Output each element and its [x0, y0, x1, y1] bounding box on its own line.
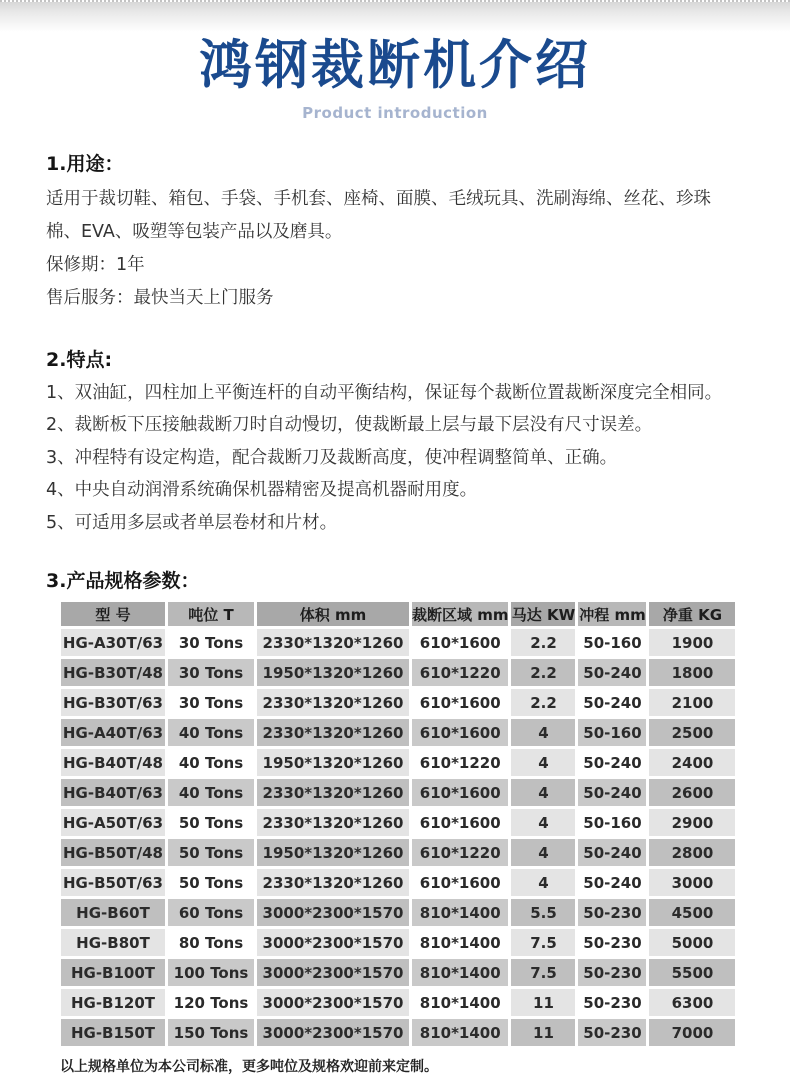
table-cell: 50-240	[578, 689, 646, 716]
table-cell: 2400	[649, 749, 735, 776]
table-cell: 11	[511, 989, 575, 1016]
table-cell: 100 Tons	[168, 959, 254, 986]
table-header-cell: 净重 KG	[649, 602, 735, 626]
table-cell: 610*1600	[412, 689, 508, 716]
feature-item: 1、双油缸，四柱加上平衡连杆的自动平衡结构，保证每个裁断位置裁断深度完全相同。	[46, 382, 723, 403]
table-cell: 1950*1320*1260	[257, 659, 409, 686]
feature-item: 5、可适用多层或者单层卷材和片材。	[46, 512, 338, 533]
table-cell: 50 Tons	[168, 869, 254, 896]
table-cell: 610*1220	[412, 839, 508, 866]
table-cell: 50-230	[578, 989, 646, 1016]
table-cell: 3000	[649, 869, 735, 896]
table-cell: 2500	[649, 719, 735, 746]
table-cell: 30 Tons	[168, 659, 254, 686]
table-cell: 11	[511, 1019, 575, 1046]
table-row	[61, 959, 735, 986]
table-cell: 4	[511, 869, 575, 896]
table-cell: 610*1600	[412, 719, 508, 746]
table-cell: 2100	[649, 689, 735, 716]
table-cell: 50-240	[578, 779, 646, 806]
table-cell: 810*1400	[412, 899, 508, 926]
table-cell: 610*1220	[412, 659, 508, 686]
table-row	[61, 839, 735, 866]
table-header-cell: 马达 KW	[511, 602, 575, 626]
table-cell: HG-B150T	[61, 1019, 165, 1046]
table-cell: 810*1400	[412, 929, 508, 956]
feature-item: 4、中央自动润滑系统确保机器精密及提高机器耐用度。	[46, 480, 478, 501]
table-cell: 2900	[649, 809, 735, 836]
table-cell: 5.5	[511, 899, 575, 926]
table-cell: 50-160	[578, 809, 646, 836]
table-cell: HG-B50T/63	[61, 869, 165, 896]
table-cell: HG-B60T	[61, 899, 165, 926]
section-usage-heading: 1.用途：	[46, 152, 124, 175]
table-cell: 7.5	[511, 929, 575, 956]
table-row	[61, 689, 735, 716]
table-cell: 3000*2300*1570	[257, 1019, 409, 1046]
section-features-heading: 2.特点:	[46, 348, 113, 371]
table-cell: 610*1600	[412, 779, 508, 806]
table-cell: 2600	[649, 779, 735, 806]
table-cell: HG-A50T/63	[61, 809, 165, 836]
table-row	[61, 869, 735, 896]
table-cell: 7000	[649, 1019, 735, 1046]
table-cell: 610*1600	[412, 809, 508, 836]
table-cell: 1950*1320*1260	[257, 839, 409, 866]
table-cell: 1900	[649, 629, 735, 656]
table-cell: 2330*1320*1260	[257, 779, 409, 806]
table-cell: 3000*2300*1570	[257, 959, 409, 986]
table-row	[61, 719, 735, 746]
table-cell: 4	[511, 839, 575, 866]
table-cell: 50-240	[578, 749, 646, 776]
table-header-cell: 冲程 mm	[578, 602, 646, 626]
table-cell: 60 Tons	[168, 899, 254, 926]
table-cell: 4500	[649, 899, 735, 926]
table-cell: 2.2	[511, 689, 575, 716]
table-cell: 50-230	[578, 899, 646, 926]
table-cell: 50-240	[578, 659, 646, 686]
feature-item: 3、冲程特有设定构造，配合裁断刀及裁断高度，使冲程调整简单、正确。	[46, 447, 618, 468]
table-cell: 2330*1320*1260	[257, 689, 409, 716]
table-cell: 810*1400	[412, 989, 508, 1016]
page-content	[0, 149, 790, 1076]
feature-item: 2、裁断板下压接触裁断刀时自动慢切，使裁断最上层与最下层没有尺寸误差。	[46, 415, 653, 436]
service-text: 售后服务：最快当天上门服务	[46, 287, 274, 308]
table-row	[61, 779, 735, 806]
table-cell: 30 Tons	[168, 689, 254, 716]
table-cell: 50-230	[578, 929, 646, 956]
table-cell: HG-B120T	[61, 989, 165, 1016]
table-header-cell: 型 号	[61, 602, 165, 626]
table-cell: 30 Tons	[168, 629, 254, 656]
table-row	[61, 929, 735, 956]
table-cell: 50 Tons	[168, 809, 254, 836]
table-cell: 2330*1320*1260	[257, 719, 409, 746]
table-cell: 2330*1320*1260	[257, 809, 409, 836]
table-cell: HG-B100T	[61, 959, 165, 986]
table-row	[61, 899, 735, 926]
table-cell: 50-240	[578, 869, 646, 896]
table-cell: 7.5	[511, 959, 575, 986]
table-cell: 610*1600	[412, 869, 508, 896]
table-cell: 2.2	[511, 629, 575, 656]
table-row	[61, 629, 735, 656]
table-cell: 50-230	[578, 959, 646, 986]
page-subtitle: Product introduction	[302, 103, 488, 122]
table-cell: 3000*2300*1570	[257, 899, 409, 926]
usage-paragraph: 适用于裁切鞋、箱包、手袋、手机套、座椅、面膜、毛绒玩具、洗刷海绵、丝花、珍珠棉、EVA、吸塑等包装产品以及磨具。	[46, 188, 711, 242]
table-cell: 40 Tons	[168, 779, 254, 806]
table-header-cell: 吨位 T	[168, 602, 254, 626]
feature-list	[46, 377, 744, 540]
table-cell: HG-A30T/63	[61, 629, 165, 656]
table-cell: 2800	[649, 839, 735, 866]
table-cell: 1950*1320*1260	[257, 749, 409, 776]
table-cell: HG-B30T/63	[61, 689, 165, 716]
table-cell: 4	[511, 779, 575, 806]
table-row	[61, 749, 735, 776]
table-row	[61, 659, 735, 686]
specs-table	[58, 599, 738, 1049]
table-cell: 2330*1320*1260	[257, 629, 409, 656]
table-cell: 50-160	[578, 719, 646, 746]
table-cell: 40 Tons	[168, 719, 254, 746]
table-cell: 5000	[649, 929, 735, 956]
table-cell: 150 Tons	[168, 1019, 254, 1046]
specs-note: 以上规格单位为本公司标准，更多吨位及规格欢迎前来定制。	[60, 1059, 438, 1076]
table-header-row	[61, 602, 735, 626]
table-cell: 2.2	[511, 659, 575, 686]
table-cell: 80 Tons	[168, 929, 254, 956]
table-cell: HG-B80T	[61, 929, 165, 956]
table-cell: 50-240	[578, 839, 646, 866]
table-cell: 5500	[649, 959, 735, 986]
table-cell: HG-B40T/63	[61, 779, 165, 806]
table-row	[61, 809, 735, 836]
table-cell: 610*1220	[412, 749, 508, 776]
top-gradient-strip	[0, 0, 790, 32]
table-row	[61, 1019, 735, 1046]
table-cell: 50-160	[578, 629, 646, 656]
table-cell: HG-B30T/48	[61, 659, 165, 686]
section-specs-heading: 3.产品规格参数：	[46, 570, 200, 593]
page-title: 鸿钢裁断机介绍	[199, 35, 591, 96]
table-cell: 610*1600	[412, 629, 508, 656]
table-cell: 1800	[649, 659, 735, 686]
table-cell: 3000*2300*1570	[257, 989, 409, 1016]
table-cell: 3000*2300*1570	[257, 929, 409, 956]
table-cell: 2330*1320*1260	[257, 869, 409, 896]
table-cell: 50-230	[578, 1019, 646, 1046]
table-cell: 6300	[649, 989, 735, 1016]
table-header-cell: 裁断区域 mm	[412, 602, 508, 626]
table-header-cell: 体积 mm	[257, 602, 409, 626]
table-cell: HG-A40T/63	[61, 719, 165, 746]
table-cell: 4	[511, 749, 575, 776]
table-cell: HG-B40T/48	[61, 749, 165, 776]
warranty-text: 保修期：1年	[46, 254, 145, 275]
table-cell: 810*1400	[412, 1019, 508, 1046]
table-cell: 40 Tons	[168, 749, 254, 776]
table-cell: 810*1400	[412, 959, 508, 986]
table-cell: 120 Tons	[168, 989, 254, 1016]
table-cell: HG-B50T/48	[61, 839, 165, 866]
table-cell: 4	[511, 809, 575, 836]
table-cell: 50 Tons	[168, 839, 254, 866]
table-cell: 4	[511, 719, 575, 746]
table-row	[61, 989, 735, 1016]
